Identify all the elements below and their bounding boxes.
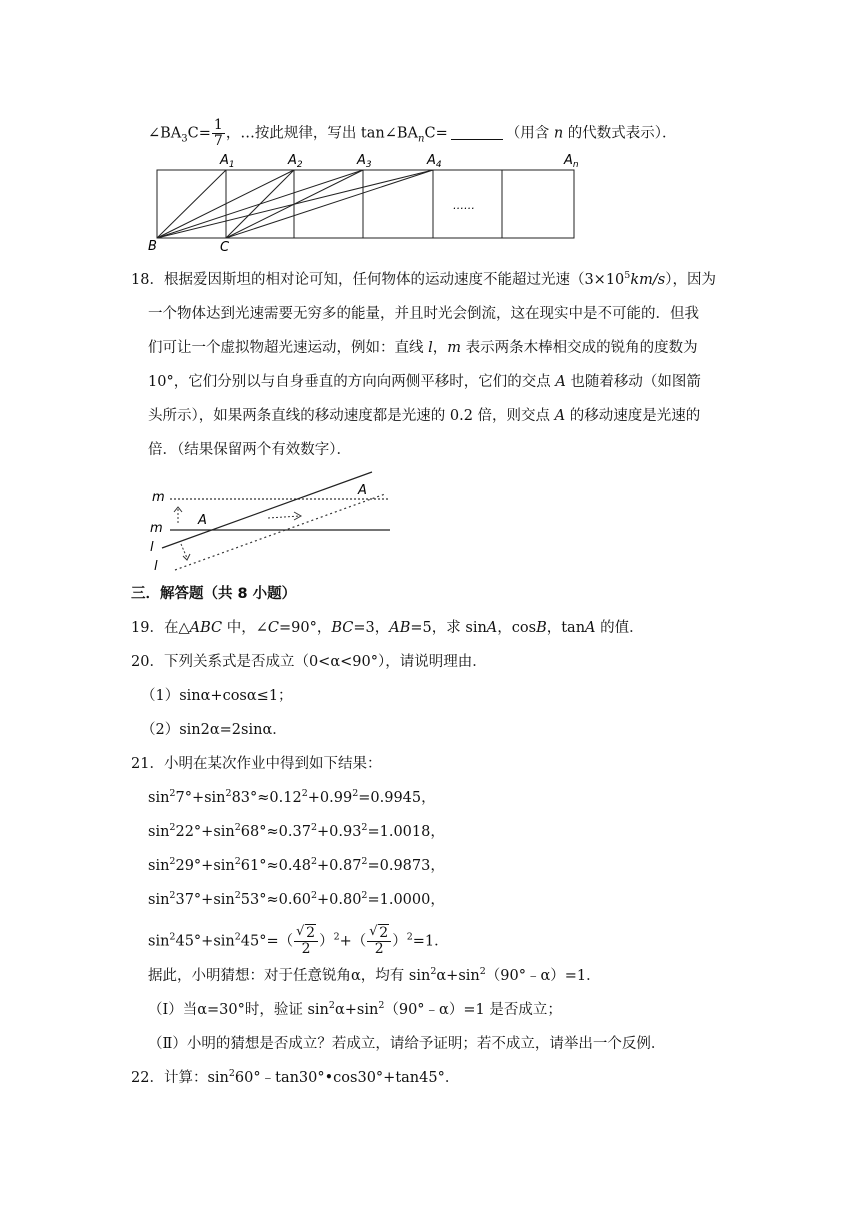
q18-line-6: 倍．（结果保留两个有效数字）．: [148, 442, 351, 458]
fig-label-a-moved: A: [358, 483, 367, 498]
label-b: B: [148, 239, 157, 252]
q18-line-1: 18．根据爱因斯坦的相对论可知，任何物体的运动速度不能超过光速$(3\times 10^5km/s)$，因为: [131, 270, 716, 288]
fraction-sqrt2-over-2-a: √ 2 2: [294, 926, 318, 957]
q21-row-4: $\sin^237^\circ+\sin^253^\circ\approx 0.60^2+0.80^2=1.0000$，: [148, 890, 445, 908]
q22: 22．计算：$\sin^260^\circ﹣\tan 30^\circ•\cos 30^\circ+\tan 45^\circ$．: [131, 1068, 460, 1086]
q21-guess: 据此，小明猜想：对于任意锐角α，均有 $\sin^2\alpha+\sin^2(90^\circ﹣\alpha)=1$．: [148, 966, 601, 984]
q21-row-5: $\sin^245^\circ+\sin^245^\circ=$（ √ 2 2 ）$^2$+（ √ 2 2 ）$^2$=1．: [148, 924, 449, 957]
q17-stem: $\angle BA_3C=$ $\frac{1}{7}$ ，…按此规律，写出 $\tan\angle BA_nC=$ （用含 n 的代数式表示）．: [148, 117, 677, 149]
q21-row-3: $\sin^229^\circ+\sin^261^\circ\approx 0.48^2+0.87^2=0.9873$，: [148, 856, 445, 874]
q21-row-2: $\sin^222^\circ+\sin^268^\circ\approx 0.37^2+0.93^2=1.0018$，: [148, 822, 445, 840]
fraction-sqrt2-over-2-b: √ 2 2: [367, 926, 391, 957]
fig-label-l: l: [150, 540, 154, 555]
label-an: $A_n$: [564, 153, 579, 170]
label-c: C: [220, 240, 230, 252]
answer-blank-q17: [451, 125, 503, 140]
q21-part-i: （Ⅰ）当α=30°时，验证 $\sin^2\alpha+\sin^2(90^\circ﹣\alpha)=1$ 是否成立；: [148, 1000, 562, 1018]
fig-label-m: m: [150, 521, 163, 536]
label-a1: $A_1$: [220, 153, 235, 170]
q21-stem: 21．小明在某次作业中得到如下结果：: [131, 756, 382, 772]
q20-part-2: （2）sin2α=2sinα．: [141, 722, 287, 738]
q18-figure: [140, 466, 400, 576]
q18-line-5: 头所示），如果两条直线的移动速度都是光速的 0.2 倍，则交点 A 的移动速度是光速的: [148, 408, 701, 424]
q20-part-1: （1）sinα+cosα≤1；: [141, 688, 293, 704]
label-a4: $A_4$: [427, 153, 442, 170]
label-a2: $A_2$: [288, 153, 303, 170]
fig-label-m-top: m: [152, 490, 165, 505]
q17-figure: [140, 152, 580, 252]
fig-label-l-bottom: l: [154, 559, 158, 574]
q20-stem: 20．下列关系式是否成立（0<α<90°），请说明理由．: [131, 654, 487, 670]
label-a3: $A_3$: [357, 153, 372, 170]
q18-line-4: 10°，它们分别以与自身垂直的方向向两侧平移时，它们的交点 A 也随着移动（如图箭: [148, 374, 701, 390]
section-3-heading: 三．解答题（共 8 小题）: [131, 586, 297, 602]
q18-line-2: 一个物体达到光速需要无穷多的能量，并且时光会倒流，这在现实中是不可能的．但我: [148, 306, 699, 322]
q21-part-ii: （Ⅱ）小明的猜想是否成立？若成立，请给予证明；若不成立，请举出一个反例．: [148, 1036, 666, 1052]
fig-label-a: A: [198, 513, 207, 528]
q19: 19．在△ABC 中，∠C=90°，BC=3，AB=5，求 sinA，cosB，tanA 的值．: [131, 620, 644, 636]
fraction-one-seventh: $\frac{1}{7}$: [213, 117, 223, 149]
q21-row-1: $\sin^27^\circ+\sin^283^\circ\approx 0.12^2+0.99^2=0.9945$，: [148, 788, 436, 806]
figure-ellipsis: ……: [453, 199, 475, 212]
q18-line-3: 们可让一个虚拟物超光速运动，例如：直线 l，m 表示两条木棒相交成的锐角的度数为: [148, 340, 698, 356]
